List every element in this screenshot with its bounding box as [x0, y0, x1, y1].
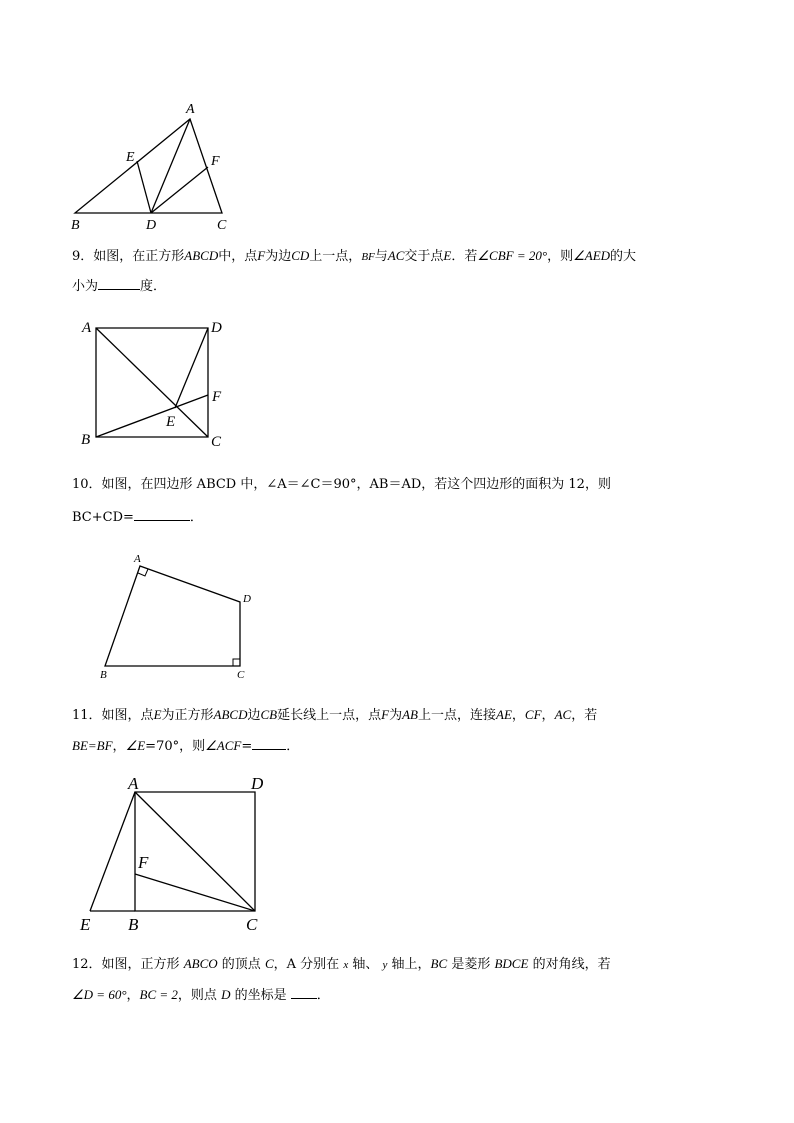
text: ， [126, 988, 140, 1003]
segment-bf [96, 395, 208, 437]
quadrilateral-abcd [105, 566, 240, 666]
math: AB [402, 707, 418, 722]
question-9-line-2 [72, 272, 166, 302]
text: ． [286, 739, 300, 754]
text: 与 [374, 249, 388, 264]
math: C [264, 956, 274, 971]
question-10-line-2 [72, 503, 203, 533]
label-b: B [100, 669, 107, 681]
question-12 [72, 949, 611, 980]
segment-de [137, 161, 151, 213]
math: x [343, 959, 349, 971]
text: 度． [140, 279, 167, 294]
math: ABCO [183, 956, 218, 971]
text: 上一点，连接 [418, 708, 497, 723]
text: ， [112, 739, 126, 754]
text: 的顶点 [221, 957, 261, 972]
math: BE=BF [72, 738, 113, 753]
math: F [381, 707, 390, 722]
label-f: F [212, 389, 222, 405]
text: 是菱形 [451, 957, 491, 972]
text: 的坐标是 [234, 988, 287, 1003]
math: CF [524, 707, 542, 722]
label-c: C [217, 218, 227, 233]
text: 如图，点 [101, 708, 154, 723]
text: ． [189, 510, 203, 525]
text: 小为 [72, 279, 99, 294]
text: =70°，则 [145, 739, 206, 754]
text: BC+CD= [72, 510, 134, 525]
question-number: 11． [72, 708, 102, 723]
label-a: A [128, 774, 139, 793]
square-figure-q11 [70, 768, 280, 938]
math: AC [554, 707, 572, 722]
label-e: E [126, 150, 135, 165]
label-b: B [81, 432, 91, 448]
math: ∠AED [573, 248, 611, 263]
text: ，若 [571, 708, 598, 723]
text: 交于点 [404, 249, 444, 264]
math: AC [387, 248, 405, 263]
text: ，则点 [177, 988, 217, 1003]
question-11-line-2 [72, 731, 299, 762]
text: 边 [247, 708, 261, 723]
text: 如图，正方形 [101, 957, 180, 972]
text: ，A [273, 957, 297, 972]
text: = [241, 739, 253, 754]
text: ．若 [451, 249, 478, 264]
math: CB [260, 707, 278, 722]
math: ∠D = 60° [72, 987, 127, 1002]
math: BF [361, 251, 375, 263]
label-a: A [186, 102, 195, 117]
segment-ad [151, 119, 190, 213]
text: ， [541, 708, 555, 723]
text: ，则 [547, 249, 574, 264]
question-number: 12． [72, 957, 102, 972]
math: E [443, 248, 452, 263]
math: BC = 2 [139, 987, 178, 1002]
answer-blank[interactable] [252, 735, 286, 750]
label-c: C [246, 915, 258, 934]
text: 轴、 [352, 957, 379, 972]
text: 轴上， [391, 957, 431, 972]
label-b: B [71, 218, 80, 233]
math: ∠CBF = 20° [477, 248, 548, 263]
segment-de [175, 328, 208, 408]
label-d: D [211, 320, 222, 336]
text: 分别在 [300, 957, 340, 972]
math: D [221, 987, 231, 1002]
answer-blank[interactable] [98, 275, 140, 290]
math: ABCD [213, 707, 248, 722]
math: y [382, 959, 388, 971]
math: ∠E [125, 738, 146, 753]
label-e: E [166, 414, 176, 430]
text: 的对角线，若 [532, 957, 611, 972]
text: 上一点， [309, 249, 362, 264]
text: 为边 [265, 249, 292, 264]
question-11 [72, 700, 597, 731]
math: CD [291, 248, 310, 263]
label-e: E [80, 915, 91, 934]
diagonal-ac [96, 328, 208, 437]
math: ABCD [184, 248, 219, 263]
label-d: D [251, 774, 264, 793]
question-10 [72, 470, 611, 500]
square-figure-q9 [70, 312, 240, 452]
math: F [257, 248, 266, 263]
answer-blank[interactable] [134, 506, 190, 521]
label-d: D [243, 593, 251, 605]
triangle-figure-q8 [60, 95, 260, 235]
text: ． [316, 988, 330, 1003]
math: AE [496, 707, 512, 722]
text: 延长线上一点，点 [277, 708, 382, 723]
quadrilateral-figure-q10 [90, 548, 270, 683]
text: 为 [389, 708, 403, 723]
label-b: B [128, 915, 139, 934]
math: BC [430, 956, 448, 971]
label-d: D [146, 218, 157, 233]
text: 的大 [610, 249, 637, 264]
segment-ae [90, 792, 135, 911]
label-f: F [211, 154, 220, 169]
right-angle-mark-c [233, 659, 240, 666]
label-f: F [138, 853, 149, 872]
question-number: 9． [72, 249, 94, 264]
segment-df [151, 167, 208, 213]
question-9 [72, 241, 636, 272]
text: 如图，在正方形 [93, 249, 185, 264]
label-c: C [211, 434, 222, 450]
question-12-line-2 [72, 980, 330, 1011]
math: E [153, 707, 162, 722]
math: BDCE [494, 956, 529, 971]
label-a: A [82, 320, 92, 336]
label-c: C [237, 669, 245, 681]
question-text: 10．如图，在四边形 ABCD 中，∠A＝∠C＝90°，AB＝AD，若这个四边形的面积为 12，则 [72, 477, 611, 492]
answer-blank[interactable] [291, 984, 317, 999]
triangle-abc [75, 119, 222, 213]
text: 中，点 [218, 249, 258, 264]
text: ， [511, 708, 525, 723]
math: ∠ACF [205, 738, 242, 753]
label-a: A [134, 553, 141, 565]
right-angle-mark-a [138, 569, 148, 576]
text: 为正方形 [161, 708, 214, 723]
